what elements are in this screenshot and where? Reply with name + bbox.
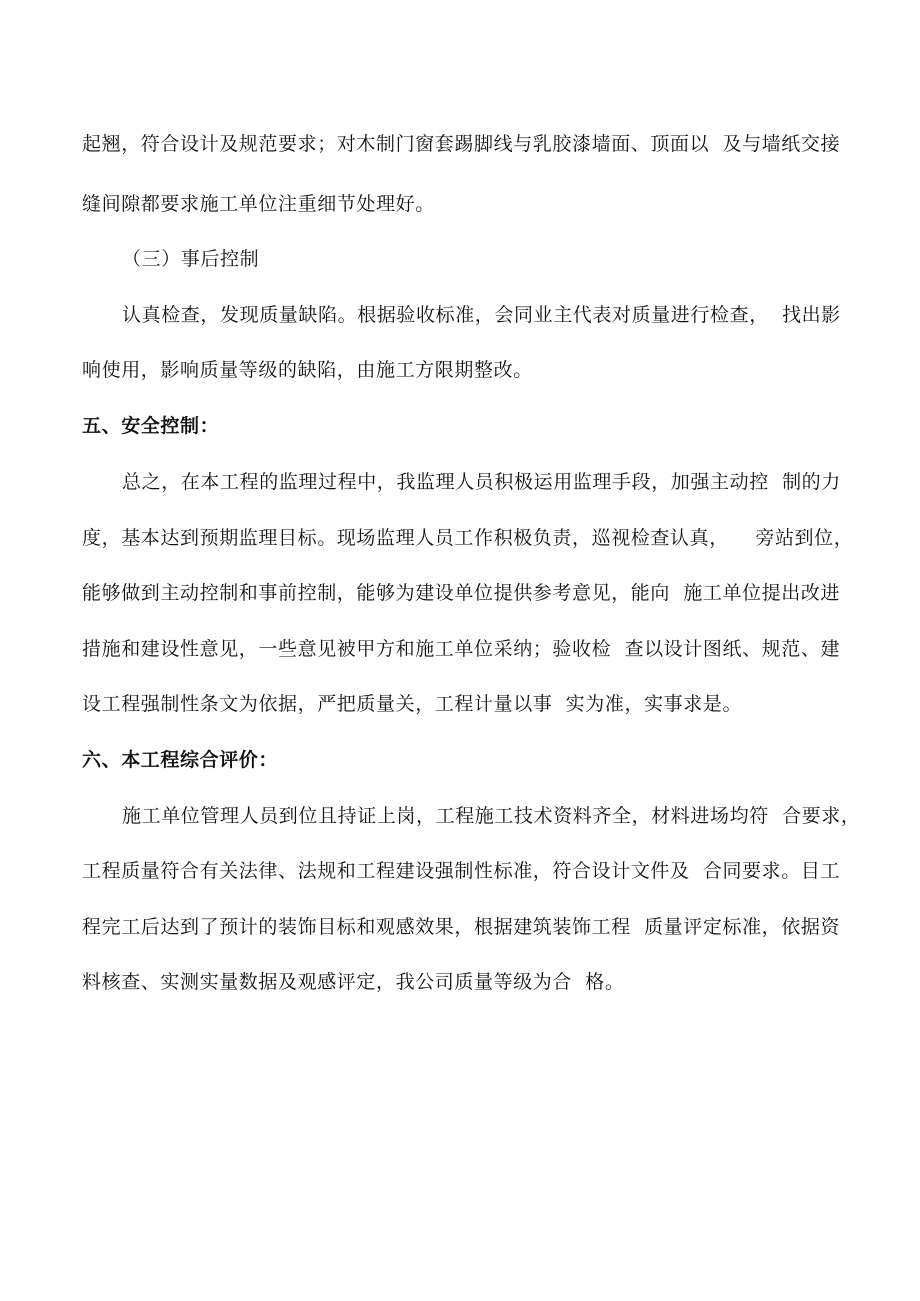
paragraph-line: 料核查、实测实量数据及观感评定，我公司质量等级为合 格。 [82,971,625,993]
section-heading: 五、安全控制： [82,415,220,437]
paragraph-line: 程完工后达到了预计的装饰目标和观感效果，根据建筑装饰工程 质量评定标准，依据资 [82,916,841,938]
paragraph-line: 设工程强制性条文为依据，严把质量关，工程计量以事 实为准，实事求是。 [82,693,743,715]
paragraph-line: 能够做到主动控制和事前控制，能够为建设单位提供参考意见，能向 施工单位提出改进 [82,582,841,604]
paragraph-line: 响使用，影响质量等级的缺陷，由施工方限期整改。 [82,359,533,381]
section-heading: 六、本工程综合评价： [82,749,279,771]
paragraph-line: 措施和建设性意见，一些意见被甲方和施工单位采纳；验收检 查以设计图纸、规范、建 [82,638,841,660]
paragraph-line: 度，基本达到预期监理目标。现场监理人员工作积极负责，巡视检查认真， 旁站到位， [82,527,854,549]
paragraph-line: 施工单位管理人员到位且持证上岗，工程施工技术资料齐全，材料进场均符 合要求， [122,805,861,827]
paragraph-line: 起翘，符合设计及规范要求；对木制门窗套踢脚线与乳胶漆墙面、顶面以 及与墙纸交接 [82,133,841,155]
paragraph-line: 缝间隙都要求施工单位注重细节处理好。 [82,193,435,215]
paragraph-line: 总之，在本工程的监理过程中，我监理人员积极运用监理手段，加强主动控 制的力 [122,471,841,493]
subsection-heading: （三）事后控制 [122,248,260,270]
paragraph-line: 认真检查，发现质量缺陷。根据验收标准，会同业主代表对质量进行检查， 找出影 [122,304,841,326]
paragraph-line: 工程质量符合有关法律、法规和工程建设强制性标准，符合设计文件及 合同要求。目工 [82,860,841,882]
